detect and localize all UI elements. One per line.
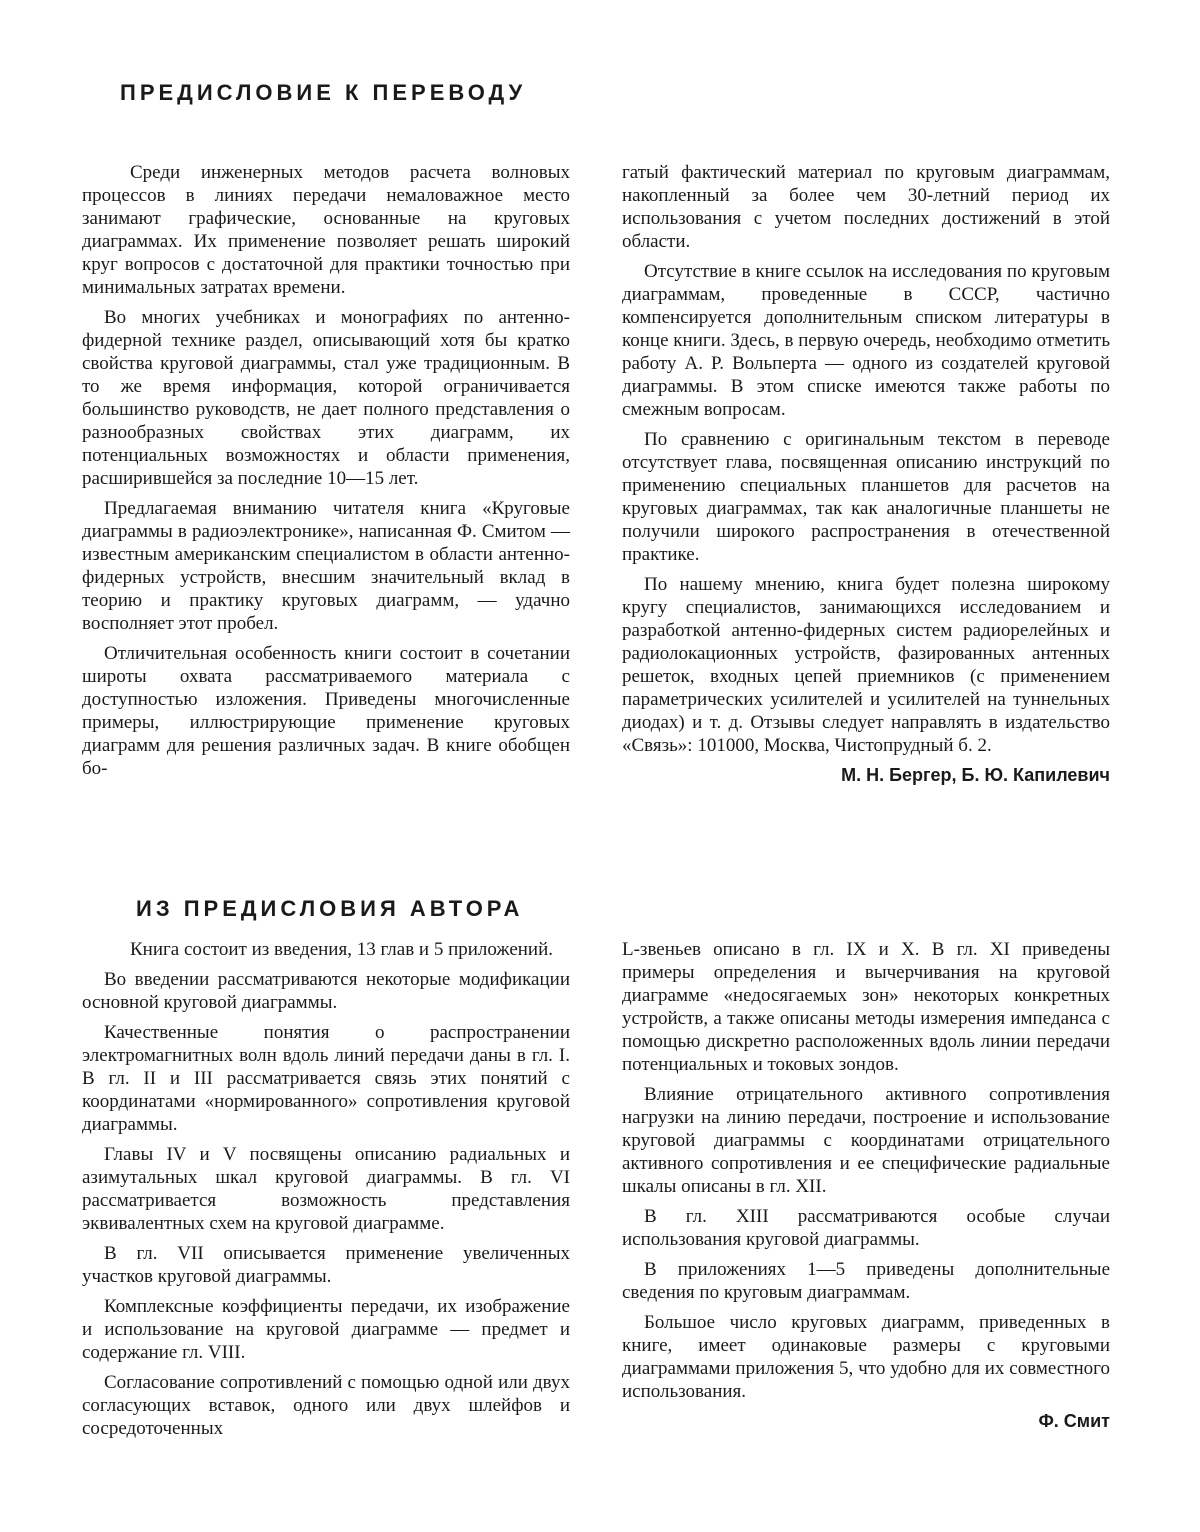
paragraph: Согласование сопротивлений с помощью одной или двух согласующих вставок, одного или двух шлейфов и сосредоточенных xyxy=(82,1372,570,1439)
paragraph: Качественные понятия о распространении электромагнитных волн вдоль линий передачи даны в гл. I. В гл. II и III рассматривается связь этих понятий с координатами «нормированного» сопротивления круговой диаграммы. xyxy=(82,1022,570,1135)
paragraph: Главы IV и V посвящены описанию радиальных и азимутальных шкал круговой диаграммы. В гл. VI рассматривается возможность представления эквивалентных схем на круговой диаграмме. xyxy=(82,1144,570,1234)
paragraph: Предлагаемая вниманию читателя книга «Круговые диаграммы в радиоэлектронике», написанная Ф. Смитом — известным американским специалистом в области антенно-фидерных устройств, внесшим значительный вклад в теорию и практику круговых диаграмм, — удачно восполняет этот пробел. xyxy=(82,498,570,634)
translators-signature: М. Н. Бергер, Б. Ю. Капилевич xyxy=(841,765,1110,785)
section-heading-translation-preface: ПРЕДИСЛОВИЕ К ПЕРЕВОДУ xyxy=(120,80,527,105)
section-heading-author-preface: ИЗ ПРЕДИСЛОВИЯ АВТОРА xyxy=(136,896,524,921)
translation-preface-right-column xyxy=(622,161,1110,794)
translation-preface-left-column xyxy=(82,161,570,787)
paragraph: Книга состоит из введения, 13 глав и 5 приложений. xyxy=(130,939,554,960)
paragraph: гатый фактический материал по круговым диаграммам, накопленный за более чем 30-летний период их использования с учетом последних достижений в этой области. xyxy=(622,162,1110,252)
paragraph: Отличительная особенность книги состоит в сочетании широты охвата рассматриваемого материала с доступностью изложения. Приведены многочисленные примеры, иллюстрирующие применение круговых диаграмм для решения различных задач. В книге обобщен бо- xyxy=(82,643,570,779)
paragraph: Большое число круговых диаграмм, приведенных в книге, имеет одинаковые размеры с круговыми диаграммами приложения 5, что удобно для их совместного использования. xyxy=(622,1312,1110,1402)
paragraph: Во введении рассматриваются некоторые модификации основной круговой диаграммы. xyxy=(82,969,570,1013)
paragraph: По сравнению с оригинальным текстом в переводе отсутствует глава, посвященная описанию инструкций по применению специальных планшетов для расчетов на круговых диаграммах, так как аналогичные планшеты не получили широкого распространения в отечественной практике. xyxy=(622,429,1110,565)
paragraph: В гл. VII описывается применение увеличенных участков круговой диаграммы. xyxy=(82,1243,570,1287)
paragraph: Отсутствие в книге ссылок на исследования по круговым диаграммам, проведенные в СССР, частично компенсируется дополнительным списком литературы в конце книги. Здесь, в первую очередь, необходимо отметить работу А. Р. Вольперта — одного из создателей круговой диаграммы. В этом списке имеются также работы по смежным вопросам. xyxy=(622,261,1110,420)
author-preface-left-column xyxy=(82,938,570,1447)
paragraph: Комплексные коэффициенты передачи, их изображение и использование на круговой диаграмме — предмет и содержание гл. VIII. xyxy=(82,1296,570,1363)
paragraph: Влияние отрицательного активного сопротивления нагрузки на линию передачи, построение и использование круговой диаграммы с координатами отрицательного активного сопротивления и ее специфические радиальные шкалы описаны в гл. XII. xyxy=(622,1084,1110,1197)
author-signature: Ф. Смит xyxy=(1038,1411,1110,1431)
paragraph: В приложениях 1—5 приведены дополнительные сведения по круговым диаграммам. xyxy=(622,1259,1110,1303)
paragraph: По нашему мнению, книга будет полезна широкому кругу специалистов, занимающихся исследованием и разработкой антенно-фидерных систем радиорелейных и радиолокационных устройств, фазированных антенных решеток, входных цепей приемников (с применением параметрических усилителей и усилителей на туннельных диодах) и т. д. Отзывы следует направлять в издательство «Связь»: 101000, Москва, Чистопрудный б. 2. xyxy=(622,574,1110,756)
paragraph: L-звеньев описано в гл. IX и X. В гл. XI приведены примеры определения и вычерчивания на круговой диаграмме «недосягаемых зон» некоторых конкретных устройств, а также описаны методы измерения импеданса с помощью дискретно расположенных вдоль линии передачи потенциальных и токовых зондов. xyxy=(622,939,1110,1075)
paragraph: Среди инженерных методов расчета волновых процессов в линиях передачи немаловажное место занимают графические, основанные на круговых диаграммах. Их применение позволяет решать широкий круг вопросов с достаточной для практики точностью при минимальных затратах времени. xyxy=(82,162,570,298)
paragraph: В гл. XIII рассматриваются особые случаи использования круговой диаграммы. xyxy=(622,1206,1110,1250)
paragraph: Во многих учебниках и монографиях по антенно-фидерной технике раздел, описывающий хотя бы кратко свойства круговой диаграммы, стал уже традиционным. В то же время информация, которой ограничивается большинство руководств, не дает полного представления о разнообразных свойствах этих диаграмм, их потенциальных возможностях и области применения, расширившейся за последние 10—15 лет. xyxy=(82,307,570,489)
author-preface-right-column xyxy=(622,938,1110,1440)
